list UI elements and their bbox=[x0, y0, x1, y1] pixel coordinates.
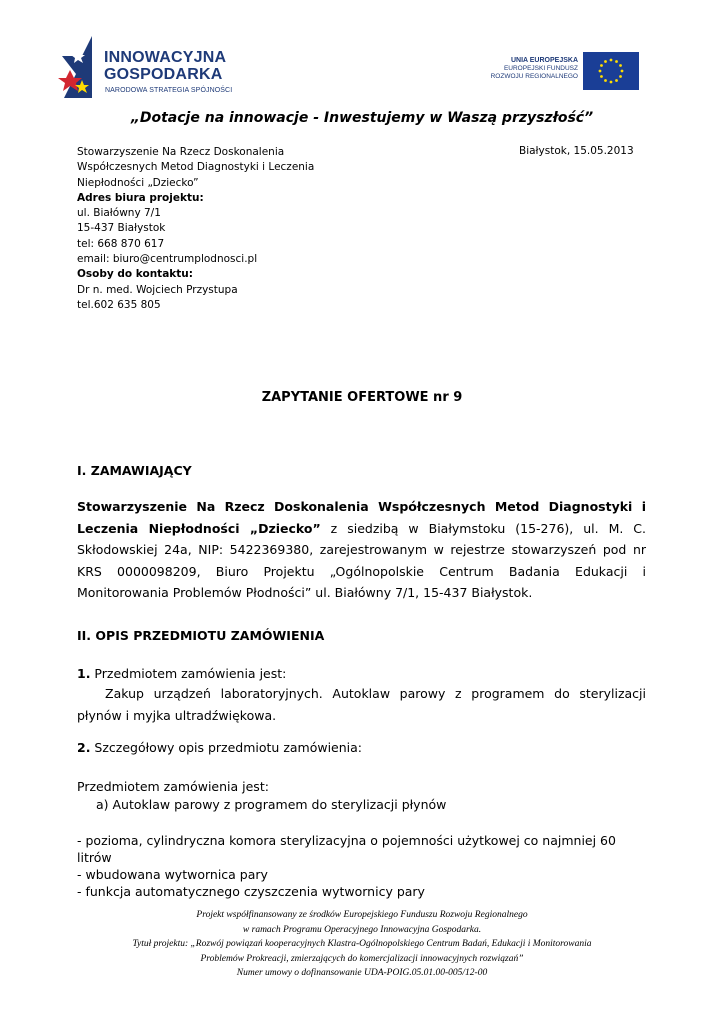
eu-star-icon bbox=[604, 79, 607, 82]
section1-heading: I. ZAMAWIAJĄCY bbox=[77, 463, 192, 478]
eu-star-icon bbox=[621, 70, 624, 73]
document-title: ZAPYTANIE OFERTOWE nr 9 bbox=[261, 390, 463, 405]
office-city: 15-437 Białystok bbox=[77, 222, 166, 235]
item2-line bbox=[77, 740, 362, 755]
contact-person: Dr n. med. Wojciech Przystupa bbox=[77, 283, 238, 296]
item2-text: Szczegółowy opis przedmiotu zamówienia: bbox=[90, 740, 363, 755]
slogan: „Dotacje na innowacje - Inwestujemy w Waszą przyszłość” bbox=[130, 110, 594, 126]
eu-star-icon bbox=[600, 64, 603, 67]
spec-item: - pozioma, cylindryczna komora sterylizacyjna o pojemności użytkowej co najmniej 60 litrów bbox=[77, 833, 616, 865]
eu-star-icon bbox=[604, 60, 607, 63]
logo-name-line2: GOSPODARKA bbox=[104, 66, 223, 83]
office-email: email: biuro@centrumplodnosci.pl bbox=[77, 253, 258, 266]
footer-line-5: Numer umowy o dofinansowanie UDA-POIG.05.01.00-005/12-00 bbox=[236, 968, 488, 978]
item1-text: Przedmiotem zamówienia jest: bbox=[90, 666, 287, 681]
spec-list bbox=[77, 832, 649, 900]
contact-label: Osoby do kontaktu: bbox=[77, 268, 193, 281]
innowacyjna-gospodarka-logo-text bbox=[104, 49, 226, 83]
spec-item: - wbudowana wytwornica pary bbox=[77, 867, 268, 882]
item1-description: Zakup urządzeń laboratoryjnych. Autoklaw parowy z programem do sterylizacji płynów i myjka ultradźwiękowa. bbox=[77, 686, 646, 723]
org-line-1: Stowarzyszenie Na Rzecz Doskonalenia bbox=[77, 146, 285, 158]
eu-line3: ROZWOJU REGIONALNEGO bbox=[490, 73, 578, 80]
eu-logo-text bbox=[470, 57, 578, 81]
logo-subtitle: NARODOWA STRATEGIA SPÓJNOŚCI bbox=[105, 87, 233, 94]
footer-line-3: Tytuł projektu: „Rozwój powiązań kooperacyjnych Klastra-Ogólnopolskiego Centrum Badań, Edukacji i Monitorowania bbox=[132, 939, 592, 949]
spec-item: - funkcja automatycznego czyszczenia wytwornicy pary bbox=[77, 884, 425, 899]
eu-star-icon bbox=[610, 81, 613, 84]
page-footer bbox=[0, 908, 724, 981]
item1-number: 1. bbox=[77, 666, 91, 681]
innowacyjna-gospodarka-logo-icon bbox=[56, 36, 92, 98]
section2-heading: II. OPIS PRZEDMIOTU ZAMÓWIENIA bbox=[77, 628, 325, 643]
eu-star-icon bbox=[610, 59, 613, 62]
eu-star-icon bbox=[615, 79, 618, 82]
contact-phone: tel.602 635 805 bbox=[77, 298, 161, 311]
section1-org-name: Stowarzyszenie Na Rzecz Doskonalenia Współczesnych Metod Diagnostyki i Leczenia Niepłodności „Dziecko” bbox=[77, 499, 646, 536]
eu-star-icon bbox=[619, 64, 622, 67]
org-line-2: Współczesnych Metod Diagnostyki i Leczenia bbox=[77, 161, 315, 174]
item2-number: 2. bbox=[77, 740, 91, 755]
eu-star-icon bbox=[599, 70, 602, 73]
item1-line bbox=[77, 666, 286, 681]
section1-text: z siedzibą w Białymstoku (15-276), ul. M. C. Skłodowskiej 24a, NIP: 5422369380, zarejestrowanym w rejestrze stowarzyszeń pod nr KRS 0000098209, Biuro Projektu „Ogólnopolskie Centrum Badania Edukacji i Monitorowania Problemów Płodności” ul. Białówny 7/1, 15-437 Białystok. bbox=[77, 520, 646, 600]
sub-item-a: a) Autoklaw parowy z programem do sterylizacji płynów bbox=[96, 797, 447, 812]
eu-star-icon bbox=[600, 75, 603, 78]
eu-line2: EUROPEJSKI FUNDUSZ bbox=[503, 65, 578, 72]
section1-paragraph bbox=[77, 496, 646, 604]
eu-star-icon bbox=[619, 75, 622, 78]
logo-name-line1: INNOWACYJNA bbox=[104, 49, 227, 66]
eu-flag-icon bbox=[583, 52, 639, 90]
footer-line-1: Projekt współfinansowany ze środków Europejskiego Funduszu Rozwoju Regionalnego bbox=[196, 910, 528, 920]
office-label: Adres biura projektu: bbox=[77, 191, 204, 204]
eu-star-icon bbox=[615, 60, 618, 63]
document-date: Białystok, 15.05.2013 bbox=[519, 145, 634, 157]
footer-line-4: Problemów Prokreacji, zmierzających do komercjalizacji innowacyjnych rozwiązań” bbox=[200, 953, 524, 964]
org-line-3: Niepłodności „Dziecko” bbox=[77, 176, 199, 189]
office-street: ul. Białówny 7/1 bbox=[77, 207, 161, 220]
office-phone: tel: 668 870 617 bbox=[77, 237, 165, 250]
eu-line1: UNIA EUROPEJSKA bbox=[510, 57, 578, 64]
footer-line-2: w ramach Programu Operacyjnego Innowacyjna Gospodarka. bbox=[242, 924, 482, 935]
address-block bbox=[77, 145, 314, 313]
subject-label: Przedmiotem zamówienia jest: bbox=[77, 779, 269, 794]
